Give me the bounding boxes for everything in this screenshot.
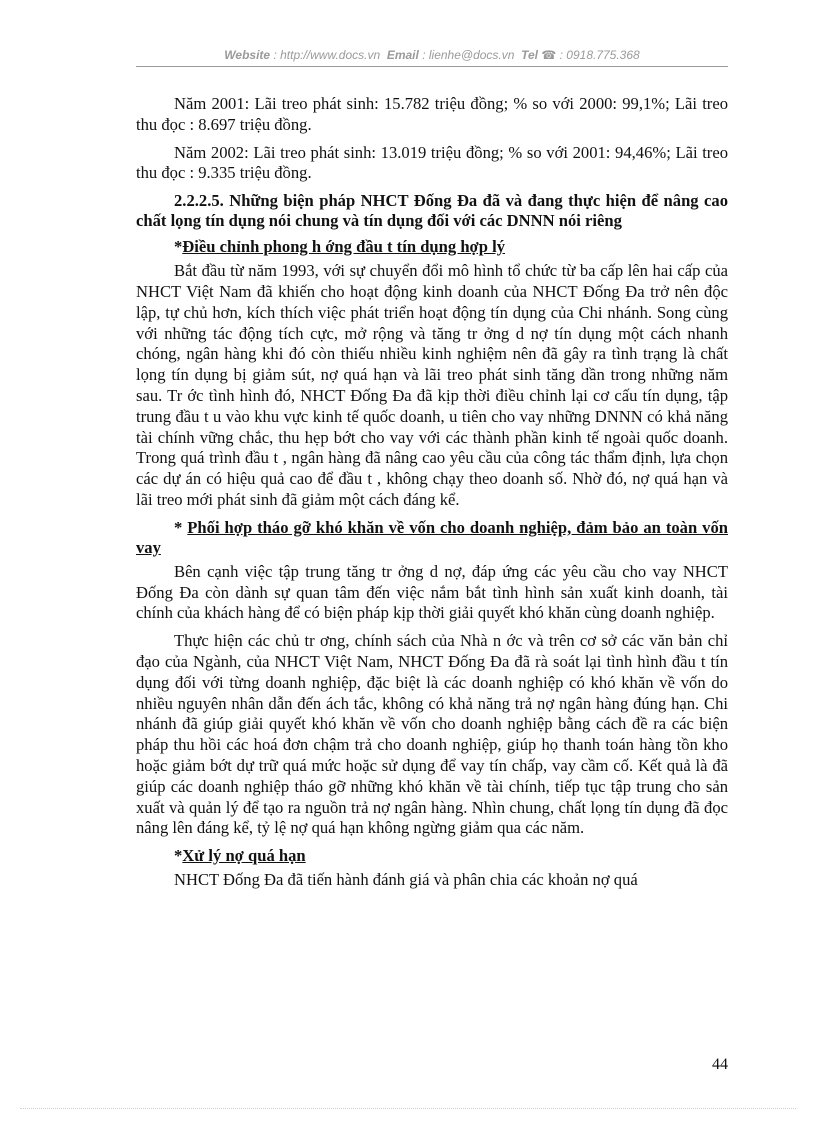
paragraph-focus: Bên cạnh việc tập trung tăng tr ởng d nợ, đáp ứng các yêu cầu cho vay NHCT Đống Đa còn dành sự quan tâm đến việc nắm bắt tình hình sản xuất kinh doanh, tài chính của khách hàng để có biện pháp kịp thời giải quyết khó khăn cùng doanh nghiệp. [136,561,728,623]
paragraph-classify: NHCT Đống Đa đã tiến hành đánh giá và phân chia các khoản nợ quá [174,870,638,890]
paragraph-2002: Năm 2002: Lãi treo phát sinh: 13.019 triệu đồng; % so với 2001: 94,46%; Lãi treo thu đọc : 9.335 triệu đồng. [136,142,728,183]
header-divider [136,66,728,67]
subheading-prefix: * [174,237,183,257]
subheading-adjust-credit [136,237,728,257]
page-header [136,48,728,62]
paragraph-2001: Năm 2001: Lãi treo phát sinh: 15.782 triệu đồng; % so với 2000: 99,1%; Lãi treo thu đọc : 8.697 triệu đồng. [136,94,728,134]
tel-label: Tel [521,48,538,62]
email-address: : lienhe@docs.vn [422,48,515,62]
website-url: : http://www.docs.vn [273,48,381,62]
document-body [136,94,728,898]
email-label: Email [386,48,419,62]
subheading-text: Phối hợp tháo gỡ khó khăn về vốn cho doanh nghiệp, đảm bảo an toàn vốn vay [136,517,729,557]
subheading-coordinate [136,518,728,558]
website-label: Website [224,48,271,62]
paragraph-policy: Thực hiện các chủ tr ơng, chính sách của Nhà n ớc và trên cơ sở các văn bản chỉ đạo của Ngành, của NHCT Việt Nam, NHCT Đống Đa đã rà soát lại tình hình đầu t tín dụng đối với từng doanh nghiệp, đặc biệt là các doanh nghiệp có khó khăn về vốn do nhiều nguyên nhân dẫn đến ách tắc, không có khả năng trả nợ ngân hàng đúng hạn. Chi nhánh đã giúp giải quyết khó khăn về vốn cho doanh nghiệp bằng cách đề ra các biện pháp thu hồi các hoá đơn chậm trả cho doanh nghiệp, giúp họ thanh toán hàng tồn kho hoặc giảm bớt dự trữ quá mức hoặc sử dụng để vay tín chấp, vay cầm cố. Kết quả là đã giúp các doanh nghiệp tháo gỡ những khó khăn về tài chính, tiếp tục tập trung cho sản xuất và quản lý để tạo ra nguồn trả nợ ngân hàng. Nhìn chung, chất lọng tín dụng đã đọc nâng lên đáng kể, tỷ lệ nợ quá hạn không ngừng giảm qua các năm. [136,631,728,838]
page-number: 44 [712,1056,728,1073]
subheading-prefix: * [174,846,183,866]
subheading-prefix: * [174,517,188,537]
subheading-text: Điều chỉnh phong h ớng đầu t tín dụng hợp lý [182,237,506,257]
section-heading: 2.2.2.5. Những biện pháp NHCT Đống Đa đã và đang thực hiện để nâng cao chất lọng tín dụng nói chung và tín dụng đối với các DNNN nói riêng [136,191,728,231]
paragraph-restructure: Bắt đầu từ năm 1993, với sự chuyển đổi mô hình tổ chức từ ba cấp lên hai cấp của NHCT Việt Nam đã khiến cho hoạt động kinh doanh của NHCT Đống Đa trở nên độc lập, tự chủ hơn, kích thích việc phát triển hoạt động tín dụng của Chi nhánh. Song cùng với những tác động tích cực, mở rộng và tăng tr ởng d nợ tín dụng một cách nhanh chóng, ngân hàng khi đó còn thiếu nhiều kinh nghiệm nên đã gây ra tình trạng là chất lọng tín dụng bị giảm sút, nợ quá hạn và lãi treo phát sinh tăng dần trong những năm sau. Tr ớc tình hình đó, NHCT Đống Đa đã kịp thời điều chỉnh lại cơ cấu tín dụng, tập trung đầu t u vào khu vực kinh tế quốc doanh, u tiên cho vay những DNNN có khả năng tài chính vững chắc, thu hẹp bớt cho vay với các thành phần kinh tế ngoài quốc doanh. Trong quá trình đầu t , ngân hàng đã nâng cao yêu cầu của công tác thẩm định, lựa chọn các dự án có hiệu quả cao để đầu t , không chạy theo doanh số. Nhờ đó, nợ quá hạn và lãi treo mới phát sinh đã giảm một cách đáng kể. [136,261,728,509]
subheading-overdue [136,846,728,866]
tel-number: ☎ : 0918.775.368 [541,48,640,62]
subheading-text: Xử lý nợ quá hạn [182,846,306,866]
footer-divider [20,1108,796,1109]
